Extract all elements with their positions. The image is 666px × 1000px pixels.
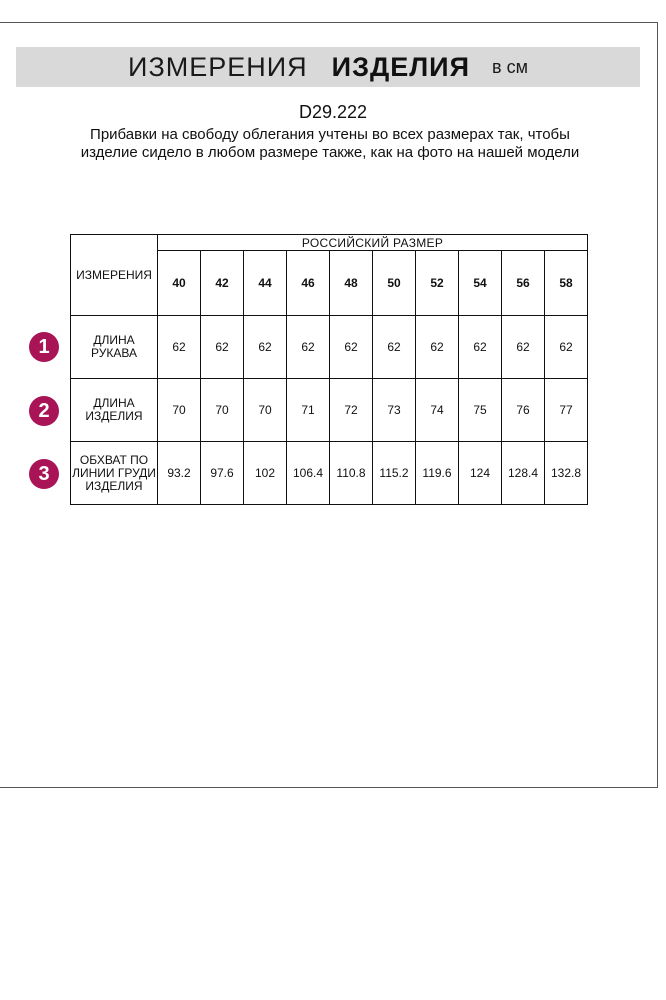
title-measurements: ИЗМЕРЕНИЯ (128, 51, 308, 82)
row-label: ДЛИНА ИЗДЕЛИЯ (71, 379, 158, 442)
value-cell: 132.8 (545, 442, 588, 505)
value-cell: 106.4 (287, 442, 330, 505)
value-cell: 62 (330, 316, 373, 379)
table-row-sleeve-length (71, 316, 588, 379)
table-row-chest-girth (71, 442, 588, 505)
value-cell: 124 (459, 442, 502, 505)
value-cell: 62 (244, 316, 287, 379)
size-group-header: РОССИЙСКИЙ РАЗМЕР (158, 235, 588, 251)
value-cell: 70 (158, 379, 201, 442)
title-bar (16, 47, 640, 87)
value-cell: 75 (459, 379, 502, 442)
row-label: ДЛИНА РУКАВА (71, 316, 158, 379)
size-header-cell: 54 (459, 251, 502, 316)
title-product: ИЗДЕЛИЯ (331, 51, 470, 82)
value-cell: 72 (330, 379, 373, 442)
value-cell: 62 (459, 316, 502, 379)
value-cell: 102 (244, 442, 287, 505)
size-header-cell: 56 (502, 251, 545, 316)
value-cell: 77 (545, 379, 588, 442)
value-cell: 70 (244, 379, 287, 442)
measure-header: ИЗМЕРЕНИЯ (71, 235, 158, 316)
article-code: D29.222 (298, 102, 368, 122)
value-cell: 62 (201, 316, 244, 379)
table-row-product-length (71, 379, 588, 442)
value-cell: 76 (502, 379, 545, 442)
value-cell: 71 (287, 379, 330, 442)
value-cell: 70 (201, 379, 244, 442)
size-header-cell: 48 (330, 251, 373, 316)
row-marker-2: 2 (29, 396, 59, 426)
value-cell: 97.6 (201, 442, 244, 505)
value-cell: 119.6 (416, 442, 459, 505)
value-cell: 62 (158, 316, 201, 379)
size-table (70, 234, 588, 505)
title-unit: в см (492, 56, 528, 77)
size-header-cell: 58 (545, 251, 588, 316)
size-header-cell: 44 (244, 251, 287, 316)
value-cell: 93.2 (158, 442, 201, 505)
size-header-cell: 46 (287, 251, 330, 316)
value-cell: 62 (373, 316, 416, 379)
value-cell: 73 (373, 379, 416, 442)
value-cell: 62 (502, 316, 545, 379)
row-marker-1: 1 (29, 332, 59, 362)
fit-note: Прибавки на свободу облегания учтены во всех размерах так, чтобы изделие сидело в любом размере также, как на фото на нашей модели (80, 126, 580, 161)
value-cell: 74 (416, 379, 459, 442)
value-cell: 128.4 (502, 442, 545, 505)
size-header-cell: 42 (201, 251, 244, 316)
row-marker-3: 3 (29, 459, 59, 489)
value-cell: 62 (545, 316, 588, 379)
value-cell: 110.8 (330, 442, 373, 505)
value-cell: 62 (416, 316, 459, 379)
size-header-cell: 50 (373, 251, 416, 316)
value-cell: 115.2 (373, 442, 416, 505)
size-header-cell: 40 (158, 251, 201, 316)
size-header-cell: 52 (416, 251, 459, 316)
value-cell: 62 (287, 316, 330, 379)
row-label: ОБХВАТ ПО ЛИНИИ ГРУДИ ИЗДЕЛИЯ (71, 442, 158, 505)
